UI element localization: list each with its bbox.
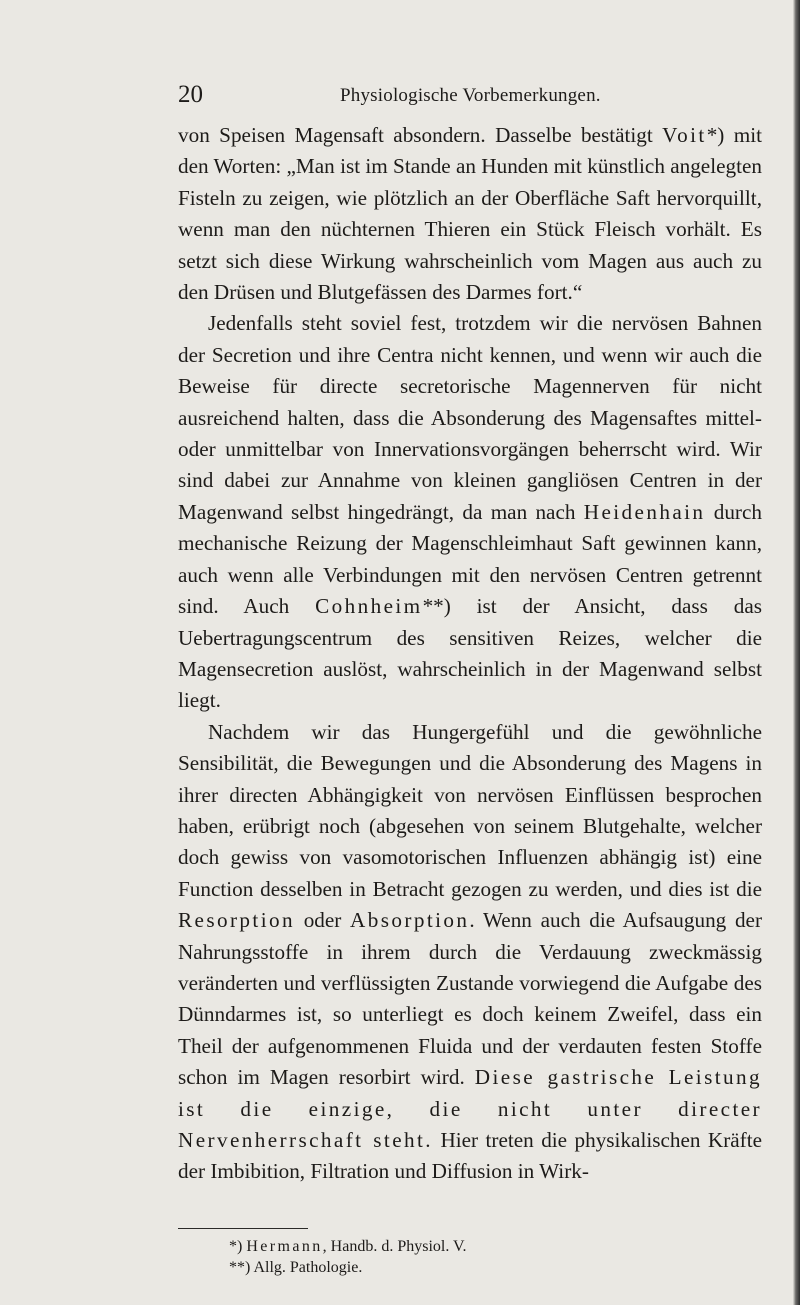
footnote-1	[229, 1236, 467, 1257]
author-name-voit: Voit	[662, 123, 707, 147]
author-name-cohnheim: Cohnheim	[315, 594, 423, 619]
text-run: von Speisen Magensaft absondern. Dasselbe bestätigt	[178, 123, 663, 147]
page-header	[178, 80, 750, 110]
footnote-mark: **)	[229, 1259, 251, 1276]
emphasized-statement: Diese gastrische Leistung ist die einzige, die nicht unter directer Nervenherrschaft steht.	[178, 1065, 763, 1152]
footnote-author: Hermann	[246, 1238, 323, 1255]
running-title: Physiologische Vorbemerkungen.	[340, 85, 601, 106]
body-text	[178, 120, 762, 1188]
term-absorption: Absorption	[350, 908, 470, 933]
footnote-mark: *)	[229, 1238, 243, 1255]
text-run: . Wenn auch die Aufsaugung der Nahrungsstoffe in ihrem durch die Verdauung zweckmässig veränderten und verflüssigten Zustande vorwiegend die Aufgabe des Dünndarmes ist, so unterliegt es doch keinem Zweifel, dass ein Theil der aufgenommenen Fluida und der verdauten festen Stoffe schon im Magen resorbirt wird.	[178, 908, 762, 1090]
term-resorption: Resorption	[178, 908, 295, 933]
paragraph-3	[178, 717, 762, 1188]
page-number: 20	[178, 81, 203, 108]
footnotes	[229, 1236, 467, 1278]
footnote-text: , Handb. d. Physiol. V.	[322, 1238, 467, 1255]
text-run: oder	[295, 908, 351, 933]
text-run: Jedenfalls steht soviel fest, trotzdem wir die nervösen Bahnen der Secretion und ihre Centra nicht kennen, und wenn wir auch die Beweise für directe secretorische Magennerven für nicht ausreichend halten, dass die Absonderung des Magensaftes mittel- oder unmittelbar von Innervationsvorgängen beherrscht wird. Wir sind dabei zur Annahme von kleinen gangliösen Centren in der Magenwand selbst hingedrängt, da man nach	[178, 311, 762, 524]
text-run: Nachdem wir das Hungergefühl und die gewöhnliche Sensibilität, die Bewegungen und die Absonderung des Magens in ihrer directen Abhängigkeit von nervösen Einflüssen besprochen haben, erübrigt noch (abgesehen von seinem Blutgehalte, welcher doch gewiss von vasomotorischen Influenzen abhängig ist) eine Function desselben in Betracht gezogen zu werden, und dies ist die	[178, 719, 762, 901]
footnote-2	[229, 1257, 467, 1278]
text-run: Hier treten die physikalischen Kräfte der Imbibition, Filtration und Diffusion in Wirk-	[178, 1128, 762, 1184]
text-run: durch mechanische Reizung der Magenschleimhaut Saft gewinnen kann, auch wenn alle Verbindungen mit den nervösen Centren getrennt sind. Auch	[178, 499, 762, 619]
footnote-text: Allg. Pathologie.	[253, 1259, 363, 1276]
page-edge-shadow	[793, 0, 800, 1305]
paragraph-1	[178, 120, 762, 308]
footnote-divider	[178, 1228, 308, 1229]
paragraph-2	[178, 308, 762, 716]
author-name-heidenhain: Heidenhain	[583, 499, 706, 524]
text-run: **) ist der Ansicht, dass das Uebertragungscentrum des sensitiven Reizes, welcher die Magensecretion auslöst, wahrscheinlich in der Magenwand selbst liegt.	[178, 594, 762, 713]
text-run: *) mit den Worten: „Man ist im Stande an Hunden mit künstlich angelegten Fisteln zu zeigen, wie plötzlich an der Oberfläche Saft hervorquillt, wenn man den nüchternen Thieren ein Stück Fleisch vorhält. Es setzt sich diese Wirkung wahrscheinlich vom Magen aus auch zu den Drüsen und Blutgefässen des Darmes fort.“	[178, 123, 763, 305]
